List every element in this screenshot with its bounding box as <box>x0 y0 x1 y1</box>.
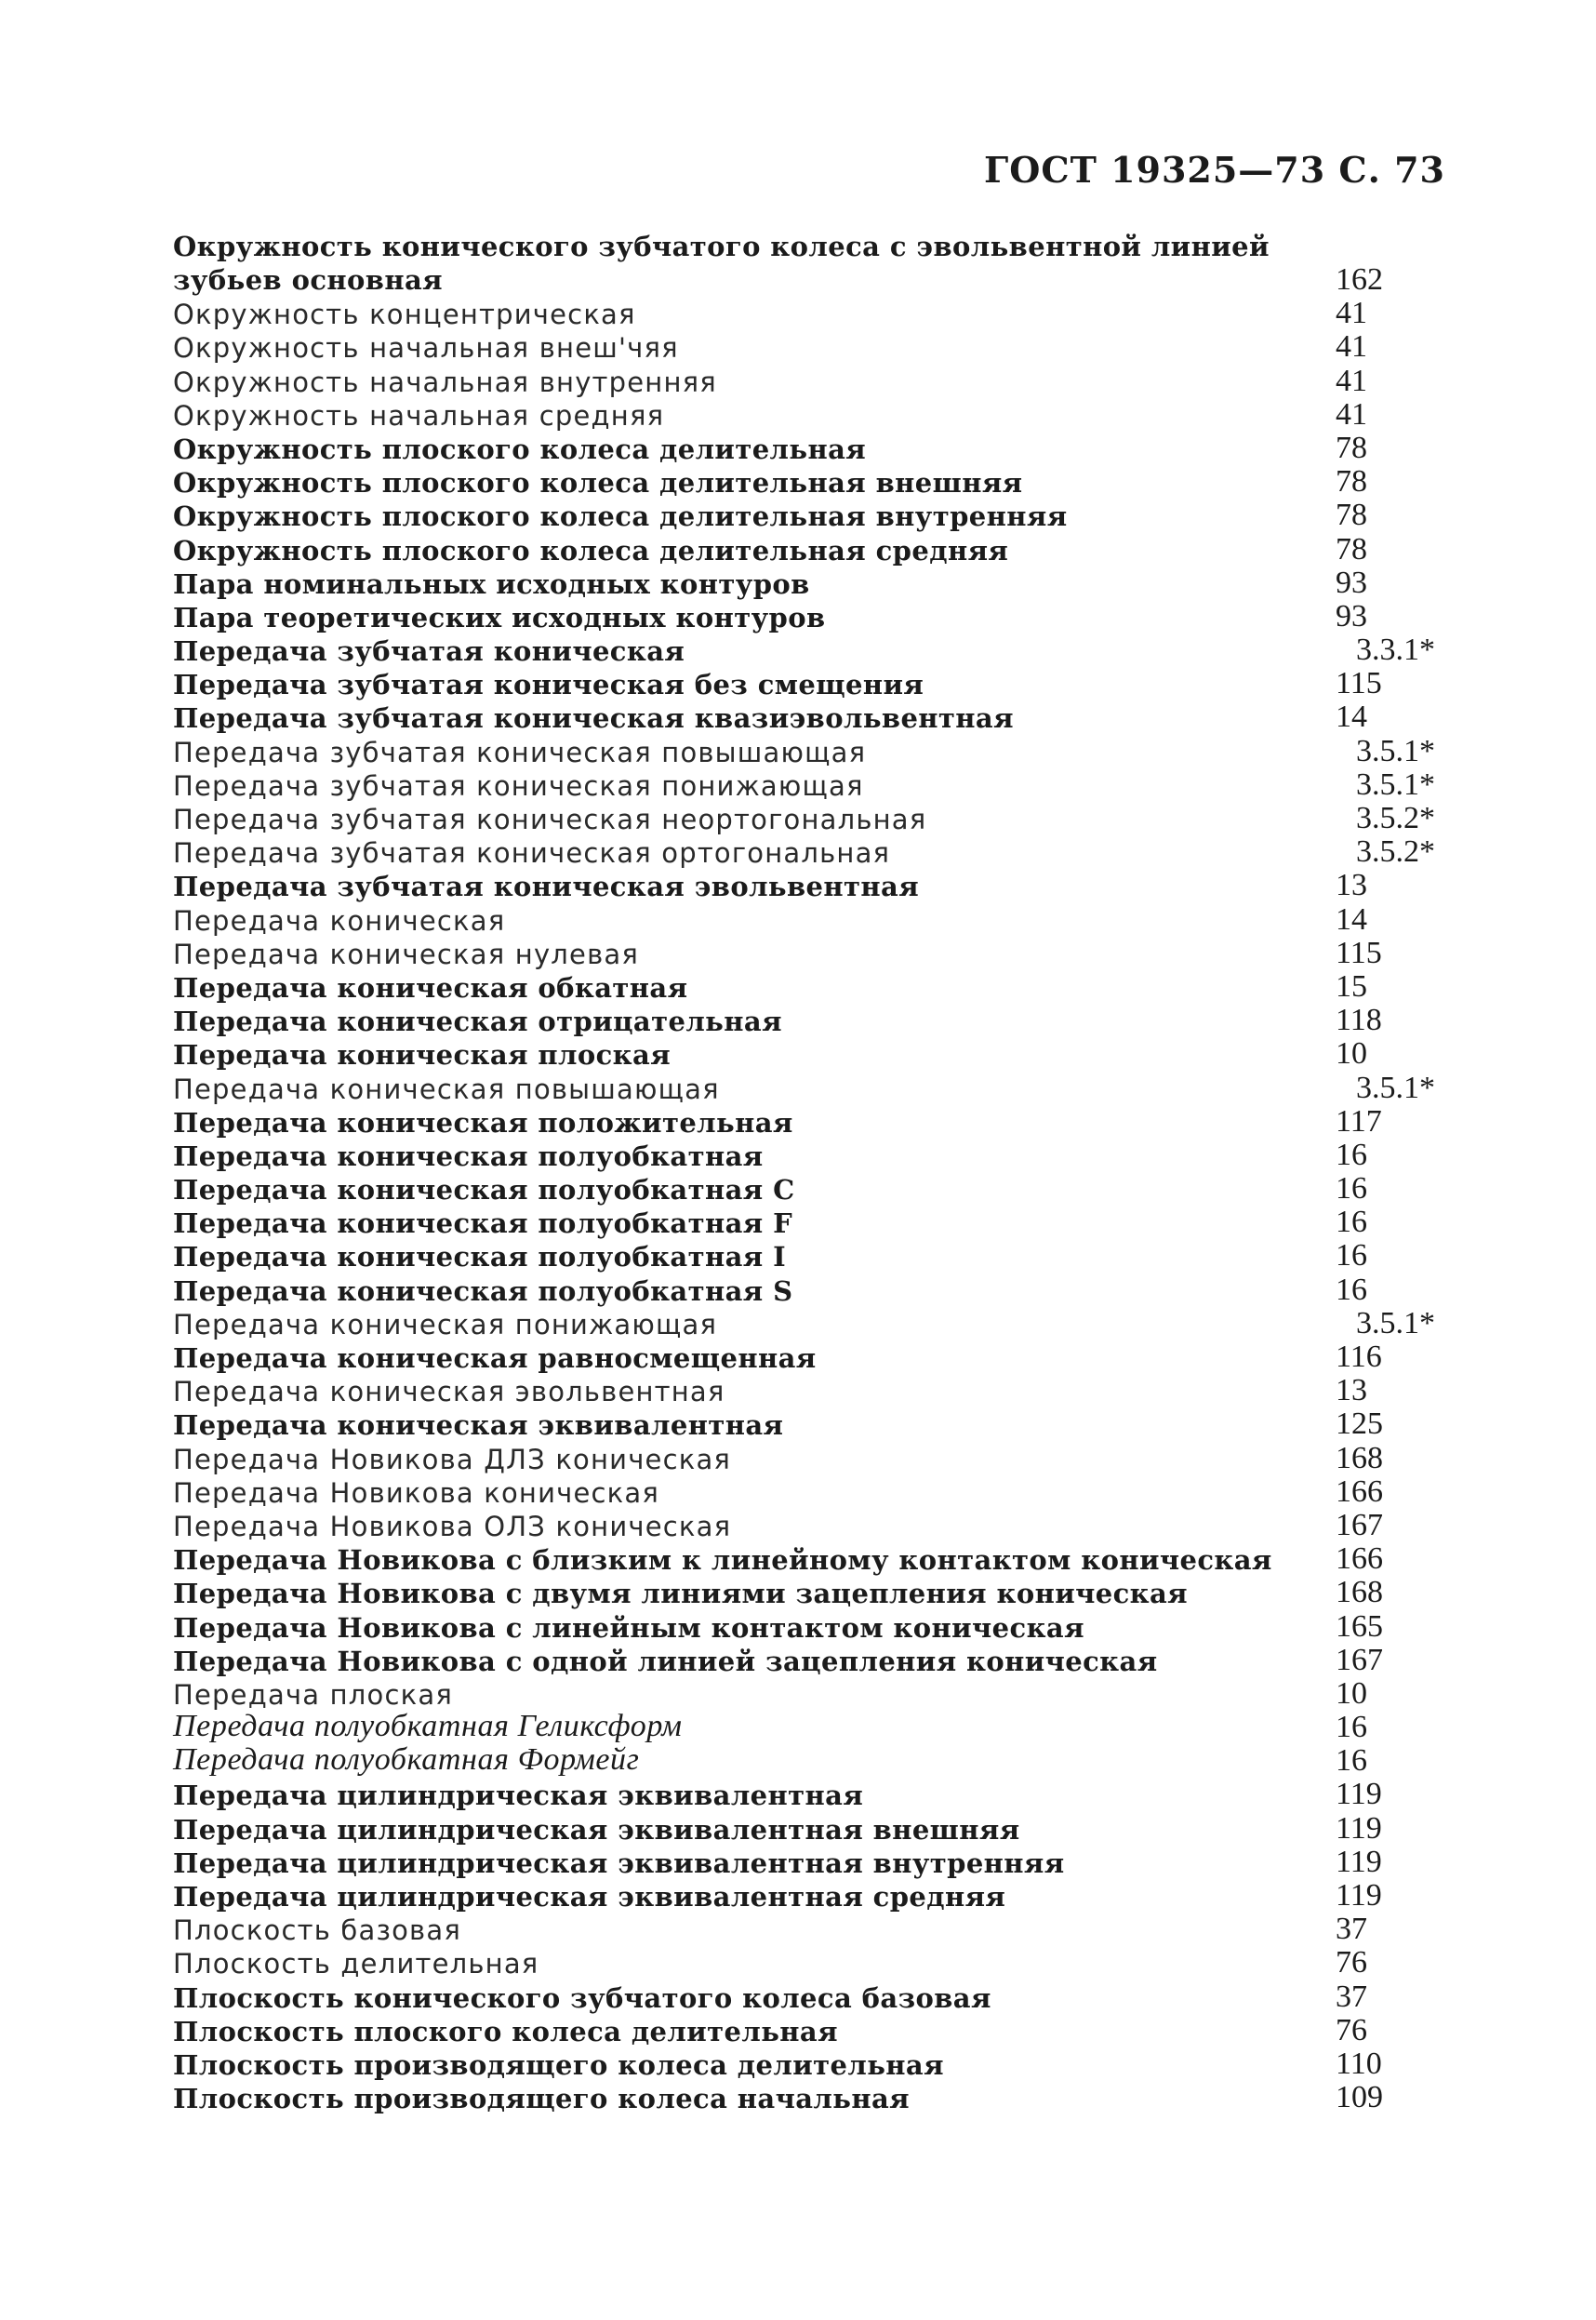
index-term: Пара номинальных исходных контуров <box>173 567 810 600</box>
index-reference: 3.5.1* <box>1356 1070 1435 1105</box>
index-reference: 13 <box>1336 1373 1367 1408</box>
index-reference: 15 <box>1336 968 1367 1004</box>
index-term: Передача Новикова ДЛЗ коническая <box>173 1443 732 1475</box>
index-entry <box>173 331 1456 365</box>
index-entry <box>173 365 1456 398</box>
index-entry <box>173 1543 1456 1577</box>
index-reference: 167 <box>1336 1642 1383 1677</box>
index-entry <box>173 803 1456 836</box>
index-entry <box>173 1408 1456 1442</box>
index-reference: 93 <box>1336 598 1367 633</box>
index-term: Передача коническая эквивалентная <box>173 1409 784 1442</box>
index-reference: 110 <box>1336 2046 1382 2081</box>
index-reference: 14 <box>1336 700 1367 735</box>
index-entry <box>173 1442 1456 1475</box>
index-term: Плоскость делительная <box>173 1948 539 1980</box>
index-reference: 16 <box>1336 1171 1367 1207</box>
index-entry <box>173 598 1456 634</box>
index-reference: 119 <box>1336 1810 1382 1846</box>
index-term: Передача зубчатая коническая без смещения <box>173 669 924 701</box>
index-term: Передача зубчатая коническая квазиэвольвентная <box>173 702 1014 735</box>
index-entry <box>173 1947 1456 1980</box>
index-reference: 3.5.1* <box>1356 767 1435 802</box>
index-reference: 109 <box>1336 2080 1383 2115</box>
index-term: Передача зубчатая коническая <box>173 635 685 668</box>
index-term: Передача Новикова с близким к линейному контактом коническая <box>173 1544 1272 1577</box>
index-term: Плоскость плоского колеса делительная <box>173 2015 838 2047</box>
index-entry <box>173 2012 1456 2048</box>
index-reference: 125 <box>1336 1407 1383 1442</box>
index-entry <box>173 1005 1456 1038</box>
index-entry <box>173 231 1456 298</box>
index-reference: 10 <box>1336 1675 1367 1711</box>
index-term: Передача Новикова с двумя линиями зацепления коническая <box>173 1578 1189 1610</box>
index-term: Плоскость производящего колеса начальная <box>173 2083 911 2115</box>
index-entry <box>173 1103 1456 1140</box>
index-entry <box>173 500 1456 533</box>
index-term: Передача коническая равносмещенная <box>173 1342 817 1374</box>
index-reference: 167 <box>1336 1507 1383 1542</box>
index-reference: 13 <box>1336 868 1367 903</box>
index-term: Передача коническая полуобкатная <box>173 1140 764 1172</box>
index-term: Пара теоретических исходных контуров <box>173 601 826 633</box>
index-entry <box>173 2048 1456 2082</box>
index-reference: 3.5.2* <box>1356 834 1435 870</box>
index-reference: 115 <box>1336 935 1382 970</box>
index-term: Передача коническая обкатная <box>173 971 688 1004</box>
index-entry <box>173 870 1456 903</box>
index-reference: 168 <box>1336 1440 1383 1475</box>
index-entry <box>173 1072 1456 1105</box>
index-entry <box>173 1980 1456 2014</box>
index-entry <box>173 1610 1456 1644</box>
index-term: Передача коническая полуобкатная I <box>173 1241 787 1273</box>
index-reference: 168 <box>1336 1575 1383 1610</box>
index-entry <box>173 1844 1456 1880</box>
index-term: Передача коническая понижающая <box>173 1308 718 1340</box>
index-entry <box>173 2082 1456 2115</box>
index-reference: 78 <box>1336 464 1367 500</box>
index-reference: 16 <box>1336 1710 1367 1745</box>
index-entry <box>173 1240 1456 1273</box>
index-term: Передача плоская <box>173 1678 453 1711</box>
index-entry <box>173 1742 1456 1779</box>
index-entry <box>173 430 1456 466</box>
index-entry <box>173 968 1456 1005</box>
index-term: Окружность начальная внутренняя <box>173 366 717 398</box>
index-reference: 16 <box>1336 1272 1367 1307</box>
index-entry <box>173 1779 1456 1812</box>
index-reference: 41 <box>1336 329 1367 365</box>
index-entry <box>173 1913 1456 1947</box>
index-entry <box>173 1473 1456 1510</box>
index-term: Передача коническая <box>173 904 506 937</box>
index-reference: 115 <box>1336 666 1382 701</box>
index-term: Плоскость производящего колеса делительная <box>173 2048 944 2081</box>
index-entry <box>173 701 1456 735</box>
index-entry <box>173 903 1456 937</box>
index-entry <box>173 735 1456 768</box>
index-term: Плоскость конического зубчатого колеса базовая <box>173 1981 991 2014</box>
index-term: Передача зубчатая коническая повышающая <box>173 736 867 768</box>
index-term: Окружность концентрическая <box>173 299 636 331</box>
index-reference: 14 <box>1336 901 1367 937</box>
index-entry <box>173 1038 1456 1072</box>
index-entry <box>173 1173 1456 1207</box>
index-term: Окружность плоского колеса делительная внешняя <box>173 467 1023 500</box>
index-entry <box>173 935 1456 971</box>
index-reference: 78 <box>1336 531 1367 567</box>
index-term: Передача цилиндрическая эквивалентная средняя <box>173 1881 1006 1913</box>
index-term: Передача коническая эвольвентная <box>173 1376 725 1408</box>
index-reference: 116 <box>1336 1340 1382 1374</box>
index-reference: 3.5.2* <box>1356 801 1435 835</box>
index-term: Передача Новикова с одной линией зацепления коническая <box>173 1645 1158 1677</box>
term-index-list <box>173 231 1456 2115</box>
index-reference: 37 <box>1336 1912 1367 1947</box>
index-reference: 78 <box>1336 498 1367 533</box>
index-term: Окружность конического зубчатого колеса с эвольвентной линией зубьев основная <box>173 231 1270 296</box>
index-term: Передача зубчатая коническая понижающая <box>173 769 864 802</box>
index-entry <box>173 1273 1456 1307</box>
index-entry <box>173 1642 1456 1678</box>
index-term: Передача коническая полуобкатная F <box>173 1207 793 1240</box>
index-reference: 166 <box>1336 1541 1383 1577</box>
index-term: Передача зубчатая коническая неортогональная <box>173 804 927 835</box>
index-reference: 78 <box>1336 430 1367 465</box>
index-term: Передача коническая повышающая <box>173 1073 720 1105</box>
index-entry <box>173 1207 1456 1240</box>
index-reference: 41 <box>1336 296 1367 331</box>
index-term: Передача коническая полуобкатная С <box>173 1174 795 1207</box>
index-reference: 117 <box>1336 1103 1382 1139</box>
index-reference: 76 <box>1336 1945 1367 1980</box>
index-entry <box>173 1507 1456 1543</box>
index-term: Передача Новикова ОЛЗ коническая <box>173 1510 732 1542</box>
index-reference: 3.5.1* <box>1356 1305 1435 1340</box>
index-reference: 16 <box>1336 1205 1367 1240</box>
index-entry <box>173 1305 1456 1341</box>
index-reference: 93 <box>1336 565 1367 600</box>
index-reference: 166 <box>1336 1473 1383 1509</box>
index-term: Плоскость базовая <box>173 1914 461 1947</box>
index-term: Передача коническая положительная <box>173 1106 793 1139</box>
index-term: Окружность плоского колеса делительная средняя <box>173 534 1009 567</box>
index-reference: 3.3.1* <box>1356 633 1435 668</box>
index-reference: 16 <box>1336 1238 1367 1273</box>
index-reference: 41 <box>1336 396 1367 432</box>
index-reference: 162 <box>1336 262 1383 297</box>
index-reference: 10 <box>1336 1036 1367 1072</box>
index-term: Передача Новикова коническая <box>173 1476 659 1509</box>
index-reference: 165 <box>1336 1608 1383 1644</box>
index-entry <box>173 1577 1456 1610</box>
index-term: Передача Новикова с линейным контактом коническая <box>173 1611 1084 1644</box>
index-entry <box>173 769 1456 803</box>
index-reference: 118 <box>1336 1003 1382 1038</box>
index-entry <box>173 567 1456 601</box>
index-reference: 37 <box>1336 1979 1367 2014</box>
index-term: Передача коническая плоская <box>173 1039 672 1072</box>
index-term: Передача полуобкатная Геликсформ <box>173 1709 683 1744</box>
index-reference: 76 <box>1336 2012 1367 2047</box>
index-entry <box>173 1812 1456 1846</box>
index-entry <box>173 1709 1456 1745</box>
index-term: Передача цилиндрическая эквивалентная внешняя <box>173 1813 1020 1846</box>
index-entry <box>173 298 1456 331</box>
index-term: Передача цилиндрическая эквивалентная внутренняя <box>173 1847 1065 1879</box>
index-term: Передача зубчатая коническая эвольвентная <box>173 871 920 903</box>
index-entry <box>173 533 1456 567</box>
index-reference: 16 <box>1336 1743 1367 1779</box>
page-header: ГОСТ 19325—73 С. 73 <box>984 149 1445 191</box>
index-entry <box>173 466 1456 500</box>
index-term: Передача полуобкатная Формейг <box>173 1742 640 1778</box>
index-entry <box>173 634 1456 668</box>
index-reference: 119 <box>1336 1878 1382 1913</box>
index-entry <box>173 396 1456 433</box>
index-term: Окружность начальная средняя <box>173 399 665 432</box>
index-term: Окружность начальная внеш'чяя <box>173 332 679 365</box>
index-term: Передача коническая отрицательная <box>173 1006 782 1038</box>
index-entry <box>173 1375 1456 1408</box>
index-entry <box>173 1880 1456 1913</box>
index-reference: 16 <box>1336 1137 1367 1172</box>
index-term: Передача цилиндрическая эквивалентная <box>173 1780 864 1812</box>
index-reference: 119 <box>1336 1844 1382 1879</box>
index-entry <box>173 1137 1456 1173</box>
index-entry <box>173 1675 1456 1712</box>
index-reference: 119 <box>1336 1777 1382 1812</box>
index-reference: 41 <box>1336 363 1367 398</box>
index-entry <box>173 1341 1456 1375</box>
index-term: Передача зубчатая коническая ортогональная <box>173 837 891 870</box>
index-term: Передача коническая полуобкатная S <box>173 1274 793 1307</box>
index-term: Передача коническая нулевая <box>173 938 639 970</box>
index-reference: 3.5.1* <box>1356 733 1435 768</box>
index-entry <box>173 836 1456 870</box>
index-entry <box>173 668 1456 701</box>
index-term: Окружность плоского колеса делительная внутренняя <box>173 500 1068 533</box>
index-term: Окружность плоского колеса делительная <box>173 433 867 465</box>
